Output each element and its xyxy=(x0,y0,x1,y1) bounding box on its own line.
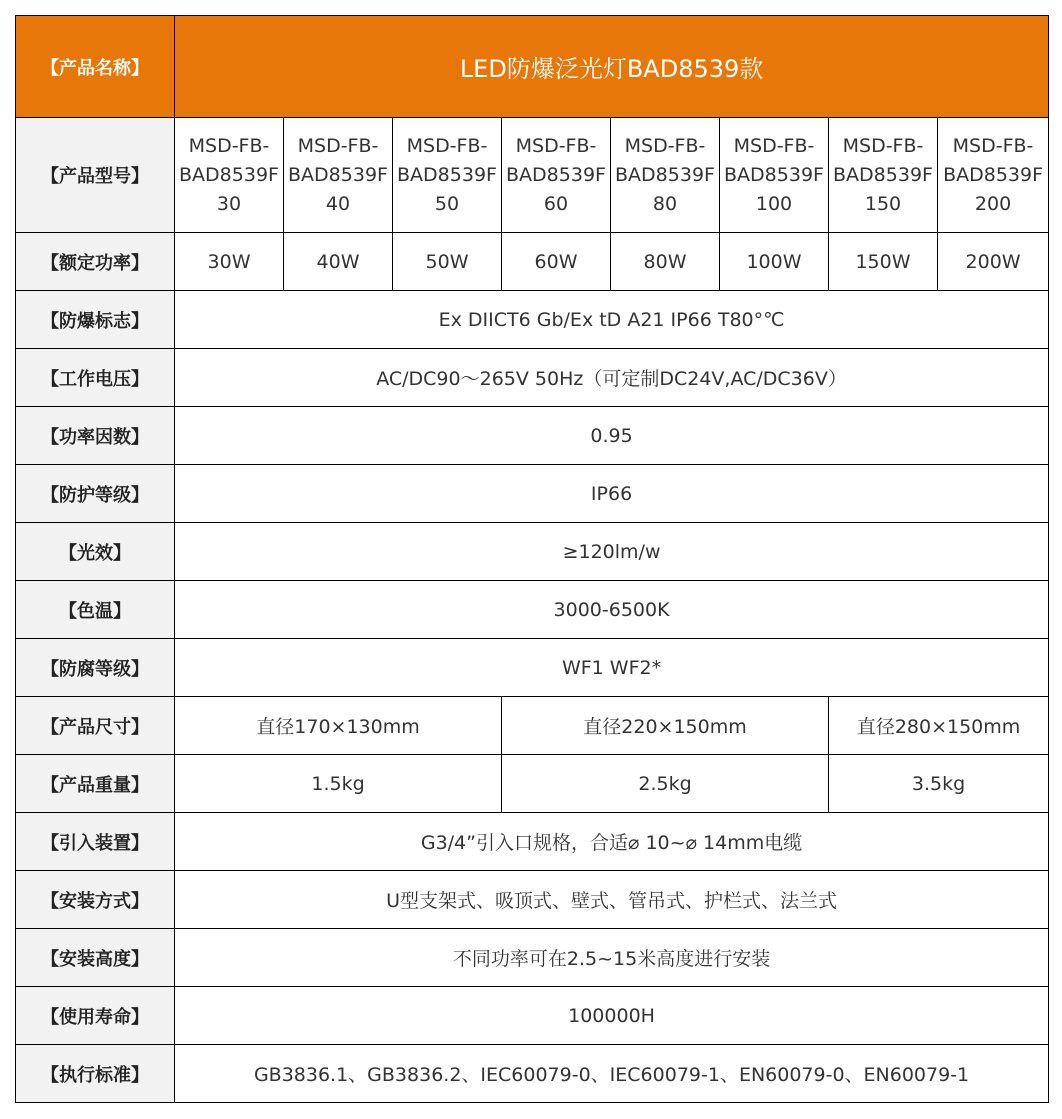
row-label: 【使用寿命】 xyxy=(16,987,175,1045)
model-cell xyxy=(720,118,829,233)
row-label: 【额定功率】 xyxy=(16,233,175,291)
spec-table xyxy=(15,15,1049,1103)
model-line: 50 xyxy=(434,192,460,215)
power-cell: 30W xyxy=(175,233,284,291)
model-row xyxy=(16,118,1049,233)
row-label: 【引入装置】 xyxy=(16,813,175,871)
model-line: BAD8539F xyxy=(397,163,497,186)
row-label: 【工作电压】 xyxy=(16,349,175,407)
power-factor-row xyxy=(16,407,1049,465)
model-line: 60 xyxy=(543,192,569,215)
row-label: 【产品名称】 xyxy=(16,16,175,118)
model-line: BAD8539F xyxy=(288,163,388,186)
model-cell xyxy=(284,118,393,233)
efficacy-row xyxy=(16,523,1049,581)
ex-marking-row xyxy=(16,291,1049,349)
row-label: 【色温】 xyxy=(16,581,175,639)
model-line: MSD-FB- xyxy=(733,134,815,157)
installation-row xyxy=(16,871,1049,929)
model-line: 40 xyxy=(325,192,351,215)
row-value: GB3836.1、GB3836.2、IEC60079-0、IEC60079-1、EN60079-0、EN60079-1 xyxy=(175,1045,1049,1103)
title-row xyxy=(16,16,1049,118)
power-cell: 50W xyxy=(393,233,502,291)
row-label: 【产品重量】 xyxy=(16,755,175,813)
power-cell: 40W xyxy=(284,233,393,291)
row-value: U型支架式、吸顶式、壁式、管吊式、护栏式、法兰式 xyxy=(175,871,1049,929)
weight-row xyxy=(16,755,1049,813)
row-label: 【防腐等级】 xyxy=(16,639,175,697)
anticorrosion-row xyxy=(16,639,1049,697)
row-label: 【防护等级】 xyxy=(16,465,175,523)
row-value: AC/DC90～265V 50Hz（可定制DC24V,AC/DC36V） xyxy=(175,349,1049,407)
weight-cell: 1.5kg xyxy=(175,755,502,813)
model-line: BAD8539F xyxy=(506,163,606,186)
install-height-row xyxy=(16,929,1049,987)
row-label: 【防爆标志】 xyxy=(16,291,175,349)
size-cell: 直径280×150mm xyxy=(829,697,1049,755)
size-row xyxy=(16,697,1049,755)
model-cell xyxy=(829,118,938,233)
power-cell: 100W xyxy=(720,233,829,291)
row-label: 【安装方式】 xyxy=(16,871,175,929)
row-value: 3000-6500K xyxy=(175,581,1049,639)
model-line: BAD8539F xyxy=(179,163,279,186)
row-label: 【产品型号】 xyxy=(16,118,175,233)
model-cell xyxy=(175,118,284,233)
model-line: BAD8539F xyxy=(615,163,715,186)
power-cell: 200W xyxy=(938,233,1049,291)
row-value: ≥120lm/w xyxy=(175,523,1049,581)
model-cell xyxy=(938,118,1049,233)
model-line: MSD-FB- xyxy=(952,134,1034,157)
size-cell: 直径170×130mm xyxy=(175,697,502,755)
row-value: Ex DIICT6 Gb/Ex tD A21 IP66 T80°℃ xyxy=(175,291,1049,349)
lifespan-row xyxy=(16,987,1049,1045)
model-line: MSD-FB- xyxy=(406,134,488,157)
row-value: IP66 xyxy=(175,465,1049,523)
row-value: 0.95 xyxy=(175,407,1049,465)
row-label: 【安装高度】 xyxy=(16,929,175,987)
power-cell: 80W xyxy=(611,233,720,291)
model-cell xyxy=(611,118,720,233)
model-line: 80 xyxy=(652,192,678,215)
row-value: G3/4”引入口规格，合适⌀ 10~⌀ 14mm电缆 xyxy=(175,813,1049,871)
cable-entry-row xyxy=(16,813,1049,871)
row-value: 100000H xyxy=(175,987,1049,1045)
model-cell xyxy=(393,118,502,233)
standards-row xyxy=(16,1045,1049,1103)
voltage-row xyxy=(16,349,1049,407)
model-line: 100 xyxy=(755,192,793,215)
model-line: BAD8539F xyxy=(724,163,824,186)
row-value: WF1 WF2* xyxy=(175,639,1049,697)
row-label: 【产品尺寸】 xyxy=(16,697,175,755)
row-label: 【光效】 xyxy=(16,523,175,581)
model-line: MSD-FB- xyxy=(297,134,379,157)
protection-row xyxy=(16,465,1049,523)
product-name: LED防爆泛光灯BAD8539款 xyxy=(175,16,1049,118)
model-line: MSD-FB- xyxy=(188,134,270,157)
weight-cell: 3.5kg xyxy=(829,755,1049,813)
weight-cell: 2.5kg xyxy=(502,755,829,813)
model-line: MSD-FB- xyxy=(842,134,924,157)
power-cell: 60W xyxy=(502,233,611,291)
model-line: MSD-FB- xyxy=(624,134,706,157)
model-line: BAD8539F xyxy=(943,163,1044,186)
model-line: 150 xyxy=(864,192,902,215)
power-cell: 150W xyxy=(829,233,938,291)
row-value: 不同功率可在2.5~15米高度进行安装 xyxy=(175,929,1049,987)
model-line: BAD8539F xyxy=(833,163,933,186)
model-line: 200 xyxy=(974,192,1012,215)
model-line: 30 xyxy=(216,192,242,215)
row-label: 【功率因数】 xyxy=(16,407,175,465)
color-temp-row xyxy=(16,581,1049,639)
spec-table-container xyxy=(15,15,1049,1103)
size-cell: 直径220×150mm xyxy=(502,697,829,755)
power-row xyxy=(16,233,1049,291)
row-label: 【执行标准】 xyxy=(16,1045,175,1103)
model-line: MSD-FB- xyxy=(515,134,597,157)
model-cell xyxy=(502,118,611,233)
